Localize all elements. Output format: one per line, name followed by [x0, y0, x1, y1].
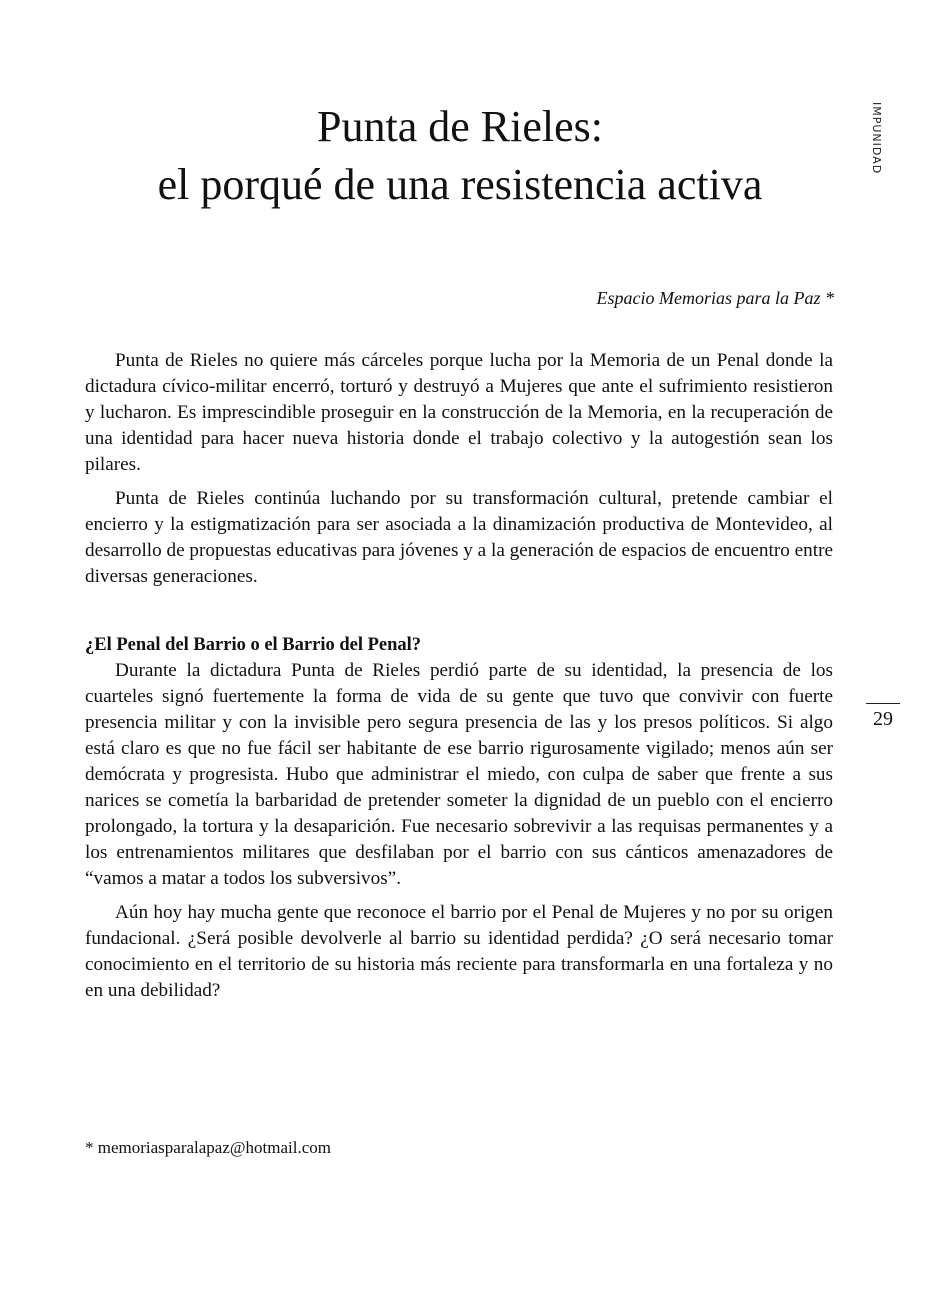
section-heading: ¿El Penal del Barrio o el Barrio del Penal?: [85, 635, 422, 655]
author-byline: Espacio Memorias para la Paz *: [596, 288, 834, 308]
intro-block: [85, 348, 833, 598]
intro-paragraph-1: Punta de Rieles no quiere más cárceles porque lucha por la Memoria de un Penal donde la dictadura cívico-militar encerró, torturó y destruyó a Mujeres que ante el sufrimiento resistieron y lucharon. Es imprescindible proseguir en la construcción de la Memoria, en la recuperación de una identidad para hacer nueva historia donde el trabajo colectivo y la autogestión sean los pilares.: [85, 350, 833, 475]
footnote: * memoriasparalapaz@hotmail.com: [85, 1138, 332, 1157]
intro-paragraph-2: Punta de Rieles continúa luchando por su transformación cultural, pretende cambiar el encierro y la estigmatización para ser asociada a la dinamización productiva de Montevideo, al desarrollo de propuestas educativas para jóvenes y a la generación de espacios de encuentro entre diversas generaciones.: [85, 488, 833, 587]
page-number-rule: [866, 703, 900, 704]
section-paragraph-1: Durante la dictadura Punta de Rieles perdió parte de su identidad, la presencia de los cuarteles signó fuertemente la forma de vida de su gente que tuvo que convivir con fuerte presencia militar y con la invisible pero segura presencia de las y los presos políticos. Si algo está claro es que no fue fácil ser habitante de ese barrio rigurosamente vigilado; menos aún ser demócrata y progresista. Hubo que administrar el miedo, con culpa de saber que frente a sus narices se cometía la barbaridad de pretender someter la dignidad de un pueblo con el encierro prolongado, la tortura y la desaparición. Fue necesario sobrevivir a las requisas permanentes y a los entrenamientos militares que desfilaban por el barrio con sus cánticos amenazadores de “vamos a matar a todos los subversivos”.: [85, 660, 833, 889]
section-paragraph-2: Aún hoy hay mucha gente que reconoce el barrio por el Penal de Mujeres y no por su origen fundacional. ¿Será posible devolverle al barrio su identidad perdida? ¿O será necesario tomar conocimiento en el territorio de su historia más reciente para transformarla en una fortaleza y no en una debilidad?: [85, 902, 833, 1001]
page-number: 29: [873, 708, 893, 730]
section-side-label: IMPUNIDAD: [870, 102, 883, 175]
page-title: [0, 98, 920, 214]
title-line-1: Punta de Rieles:: [317, 102, 603, 151]
section-block: [85, 632, 833, 1012]
title-line-2: el porqué de una resistencia activa: [157, 160, 763, 209]
